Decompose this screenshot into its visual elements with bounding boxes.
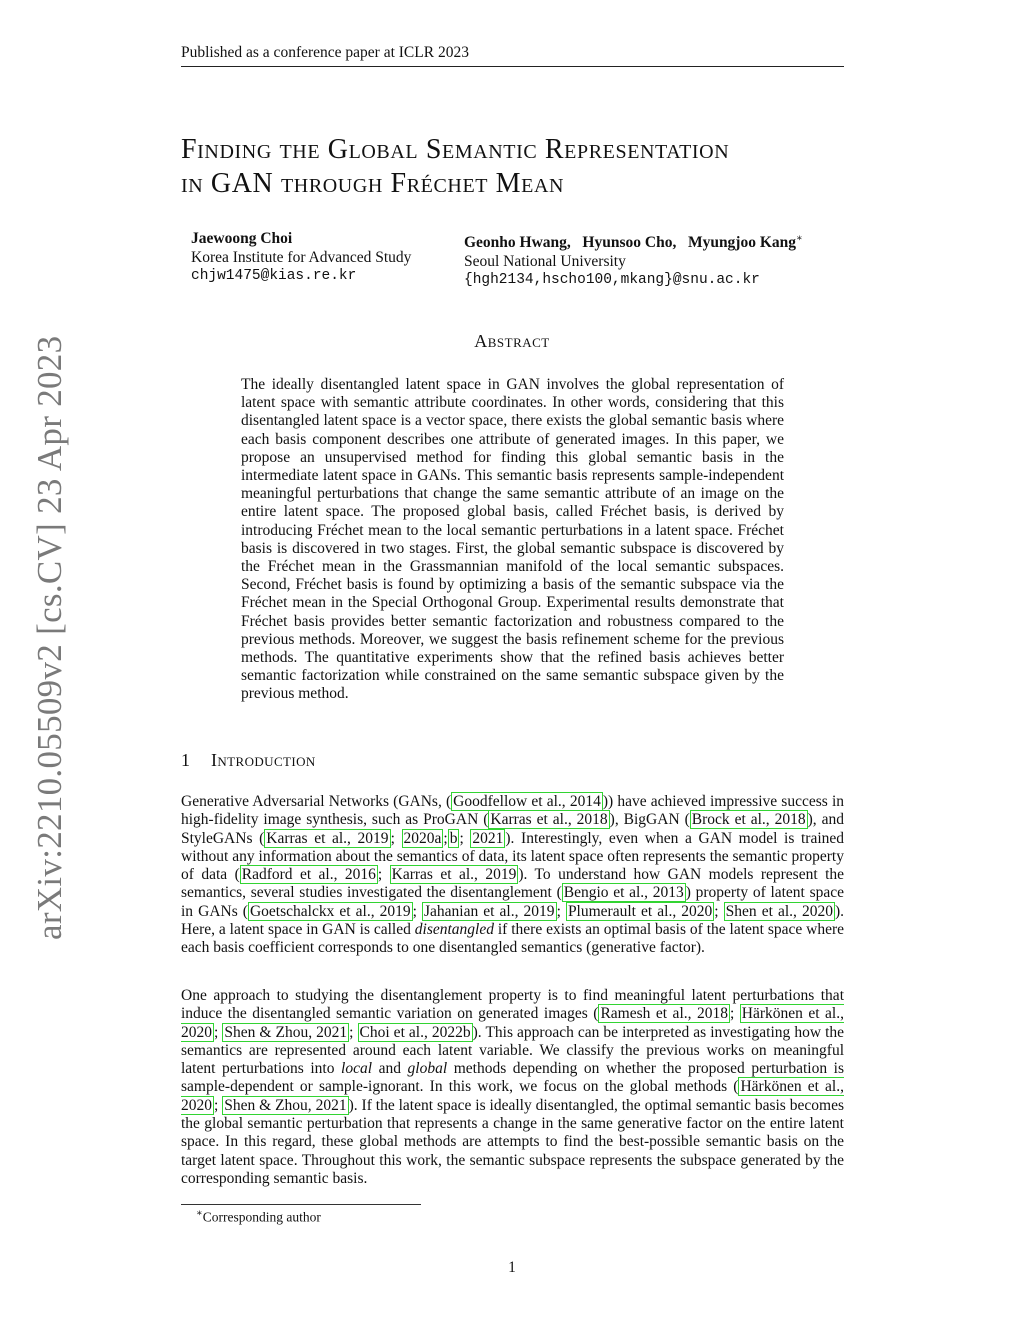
- citation-link[interactable]: Goetschalckx et al., 2019: [249, 902, 411, 920]
- citation-link[interactable]: b: [449, 829, 458, 847]
- text-span: ), BigGAN (: [609, 811, 690, 829]
- text-span: ;: [214, 1096, 223, 1114]
- text-span: )) have achieved impressive success in high-fidelity image synthesis, such as ProGAN (: [181, 793, 844, 829]
- text-span: ;: [729, 1005, 740, 1023]
- intro-paragraph-1: [181, 793, 844, 958]
- text-span: ;: [390, 829, 402, 847]
- corresponding-mark: ∗: [796, 233, 803, 244]
- emphasis-text: local: [341, 1060, 373, 1078]
- author-names: [464, 229, 803, 252]
- abstract-text: The ideally disentangled latent space in GAN involves the global representation of latent space with semantic attribute coordinates. In other words, considering that this disentangled latent space is a vector space, there exists the global semantic basis where each basis component describes one attribute of generated images. In this paper, we propose an unsupervised method for finding this global semantic basis in the intermediate latent space in GANs. This semantic basis represents sample-independent meaningful perturbations that change the same semantic attribute of an image on the entire latent space. The proposed global basis, called Fréchet basis, is derived by introducing Fréchet mean to the local semantic perturbations in a latent space. Fréchet basis is discovered in two stages. First, the global semantic subspace is discovered by the Fréchet mean in the Grassmannian manifold of the local semantic subspaces. Second, Fréchet basis is found by optimizing a basis of the semantic subspace via the Fréchet mean in the Special Orthogonal Group. Experimental results demonstrate that Fréchet basis provides better semantic factorization and robustness compared to the previous methods. Moreover, we suggest the basis refinement scheme for the previous methods. The quantitative experiments show that the refined basis achieves better semantic factorization while constrained on the same semantic subspace given by the previous method.: [241, 376, 784, 703]
- section-title: Introduction: [211, 750, 316, 770]
- text-span: ) property of latent space in GANs (: [181, 884, 844, 920]
- citation-link[interactable]: Choi et al., 2022b: [359, 1023, 471, 1041]
- citation-link[interactable]: Shen et al., 2020: [725, 902, 833, 920]
- text-span: ;: [714, 902, 724, 920]
- text-span: ), and StyleGANs (: [181, 811, 844, 847]
- text-span: methods depending on whether the proposed perturbation is sample-dependent or sample-ignorant. In this work, we focus on the global methods (: [181, 1060, 844, 1096]
- abstract-heading: Abstract: [474, 331, 550, 351]
- citation-link[interactable]: Karras et al., 2019: [391, 866, 517, 884]
- citation-link[interactable]: Ramesh et al., 2018: [600, 1005, 728, 1023]
- citation-link[interactable]: Goodfellow et al., 2014: [453, 793, 601, 810]
- author-block-left: [191, 229, 411, 286]
- section-number: 1: [181, 750, 191, 770]
- citation-link[interactable]: Plumerault et al., 2020: [567, 902, 713, 920]
- footnote-mark: ∗: [196, 1208, 203, 1219]
- text-span: ;: [214, 1023, 223, 1041]
- author-block-right: [464, 229, 803, 290]
- author-affiliation: Seoul National University: [464, 253, 626, 271]
- author-email: {hgh2134,hscho100,mkang}@snu.ac.kr: [464, 272, 760, 289]
- citation-link[interactable]: Bengio et al., 2013: [563, 884, 684, 902]
- footnote: [196, 1208, 321, 1226]
- citation-link[interactable]: Karras et al., 2019: [266, 829, 389, 847]
- title-line-1: Finding the Global Semantic Representation: [181, 134, 730, 165]
- text-span: ). This approach can be interpreted as investigating how the semantics are represented around each latent variable. We classify the previous works on meaningful latent perturbations into: [181, 1023, 845, 1078]
- text-span: ;: [377, 866, 390, 884]
- text-span: ). To understand how GAN models represent the semantics, several studies investigated the disentanglement (: [181, 866, 844, 902]
- section-heading-introduction: [181, 750, 316, 771]
- text-span: and: [372, 1060, 408, 1078]
- author-email: chjw1475@kias.re.kr: [191, 268, 357, 284]
- intro-paragraph-2: [181, 987, 844, 1188]
- text-span: ;: [349, 1023, 358, 1041]
- arxiv-stamp: arXiv:2210.05509v2 [cs.CV] 23 Apr 2023: [30, 335, 69, 940]
- text-span: ;: [556, 902, 566, 920]
- emphasis-text: disentangled: [414, 921, 494, 939]
- citation-link[interactable]: Jahanian et al., 2019: [424, 902, 555, 920]
- citation-link[interactable]: 2020a: [403, 829, 442, 847]
- text-span: ). Interestingly, even when a GAN model is trained without any information about the semantics of data, its latent space often represents the semantic property of data (: [181, 829, 845, 884]
- footnote-text: Corresponding author: [202, 1209, 321, 1225]
- footnote-rule: [181, 1204, 421, 1205]
- text-span: ). Here, a latent space in GAN is called: [181, 902, 844, 939]
- page-number: 1: [508, 1259, 516, 1276]
- citation-link[interactable]: Härkönen et al., 2020: [181, 1005, 844, 1041]
- citation-link[interactable]: Härkönen et al., 2020: [181, 1078, 844, 1114]
- citation-link[interactable]: Radford et al., 2016: [241, 866, 376, 884]
- citation-link[interactable]: Karras et al., 2018: [490, 811, 608, 829]
- text-span: if there exists an optimal basis of the latent space where each basis coefficient corresponds to one disentangled semantics (generative factor).: [181, 921, 844, 957]
- citation-link[interactable]: Brock et al., 2018: [691, 811, 806, 829]
- running-header: Published as a conference paper at ICLR 2023: [181, 44, 469, 61]
- text-span: Generative Adversarial Networks (GANs, (: [181, 793, 452, 810]
- citation-link[interactable]: Shen & Zhou, 2021: [224, 1023, 348, 1041]
- header-rule: [181, 66, 844, 67]
- citation-link[interactable]: Shen & Zhou, 2021: [224, 1096, 347, 1114]
- emphasis-text: global: [407, 1060, 448, 1078]
- title-line-2: in GAN through Fréchet Mean: [181, 168, 565, 199]
- text-span: ;: [412, 902, 423, 920]
- author-name: Jaewoong Choi: [191, 230, 293, 247]
- text-span: ). If the latent space is ideally disentangled, the optimal semantic basis becomes the global semantic perturbation that represents a change in the same generative factor on the entire latent space. In this regard, these global methods are attempts to find the best-possible semantic basis on the target latent space. Throughout this work, the semantic subspace represents the subspace generated by the corresponding semantic basis.: [181, 1096, 844, 1187]
- text-span: ;: [443, 829, 448, 847]
- author-affiliation: Korea Institute for Advanced Study: [191, 249, 412, 266]
- text-span: One approach to studying the disentanglement property is to find meaningful latent perturbations that induce the disentangled semantic variation on generated images (: [181, 987, 844, 1023]
- author-names-text: Geonho Hwang, Hyunsoo Cho, Myungjoo Kang: [464, 234, 797, 252]
- text-span: ;: [459, 829, 471, 847]
- paper-title: [181, 133, 861, 201]
- citation-link[interactable]: 2021: [472, 829, 504, 847]
